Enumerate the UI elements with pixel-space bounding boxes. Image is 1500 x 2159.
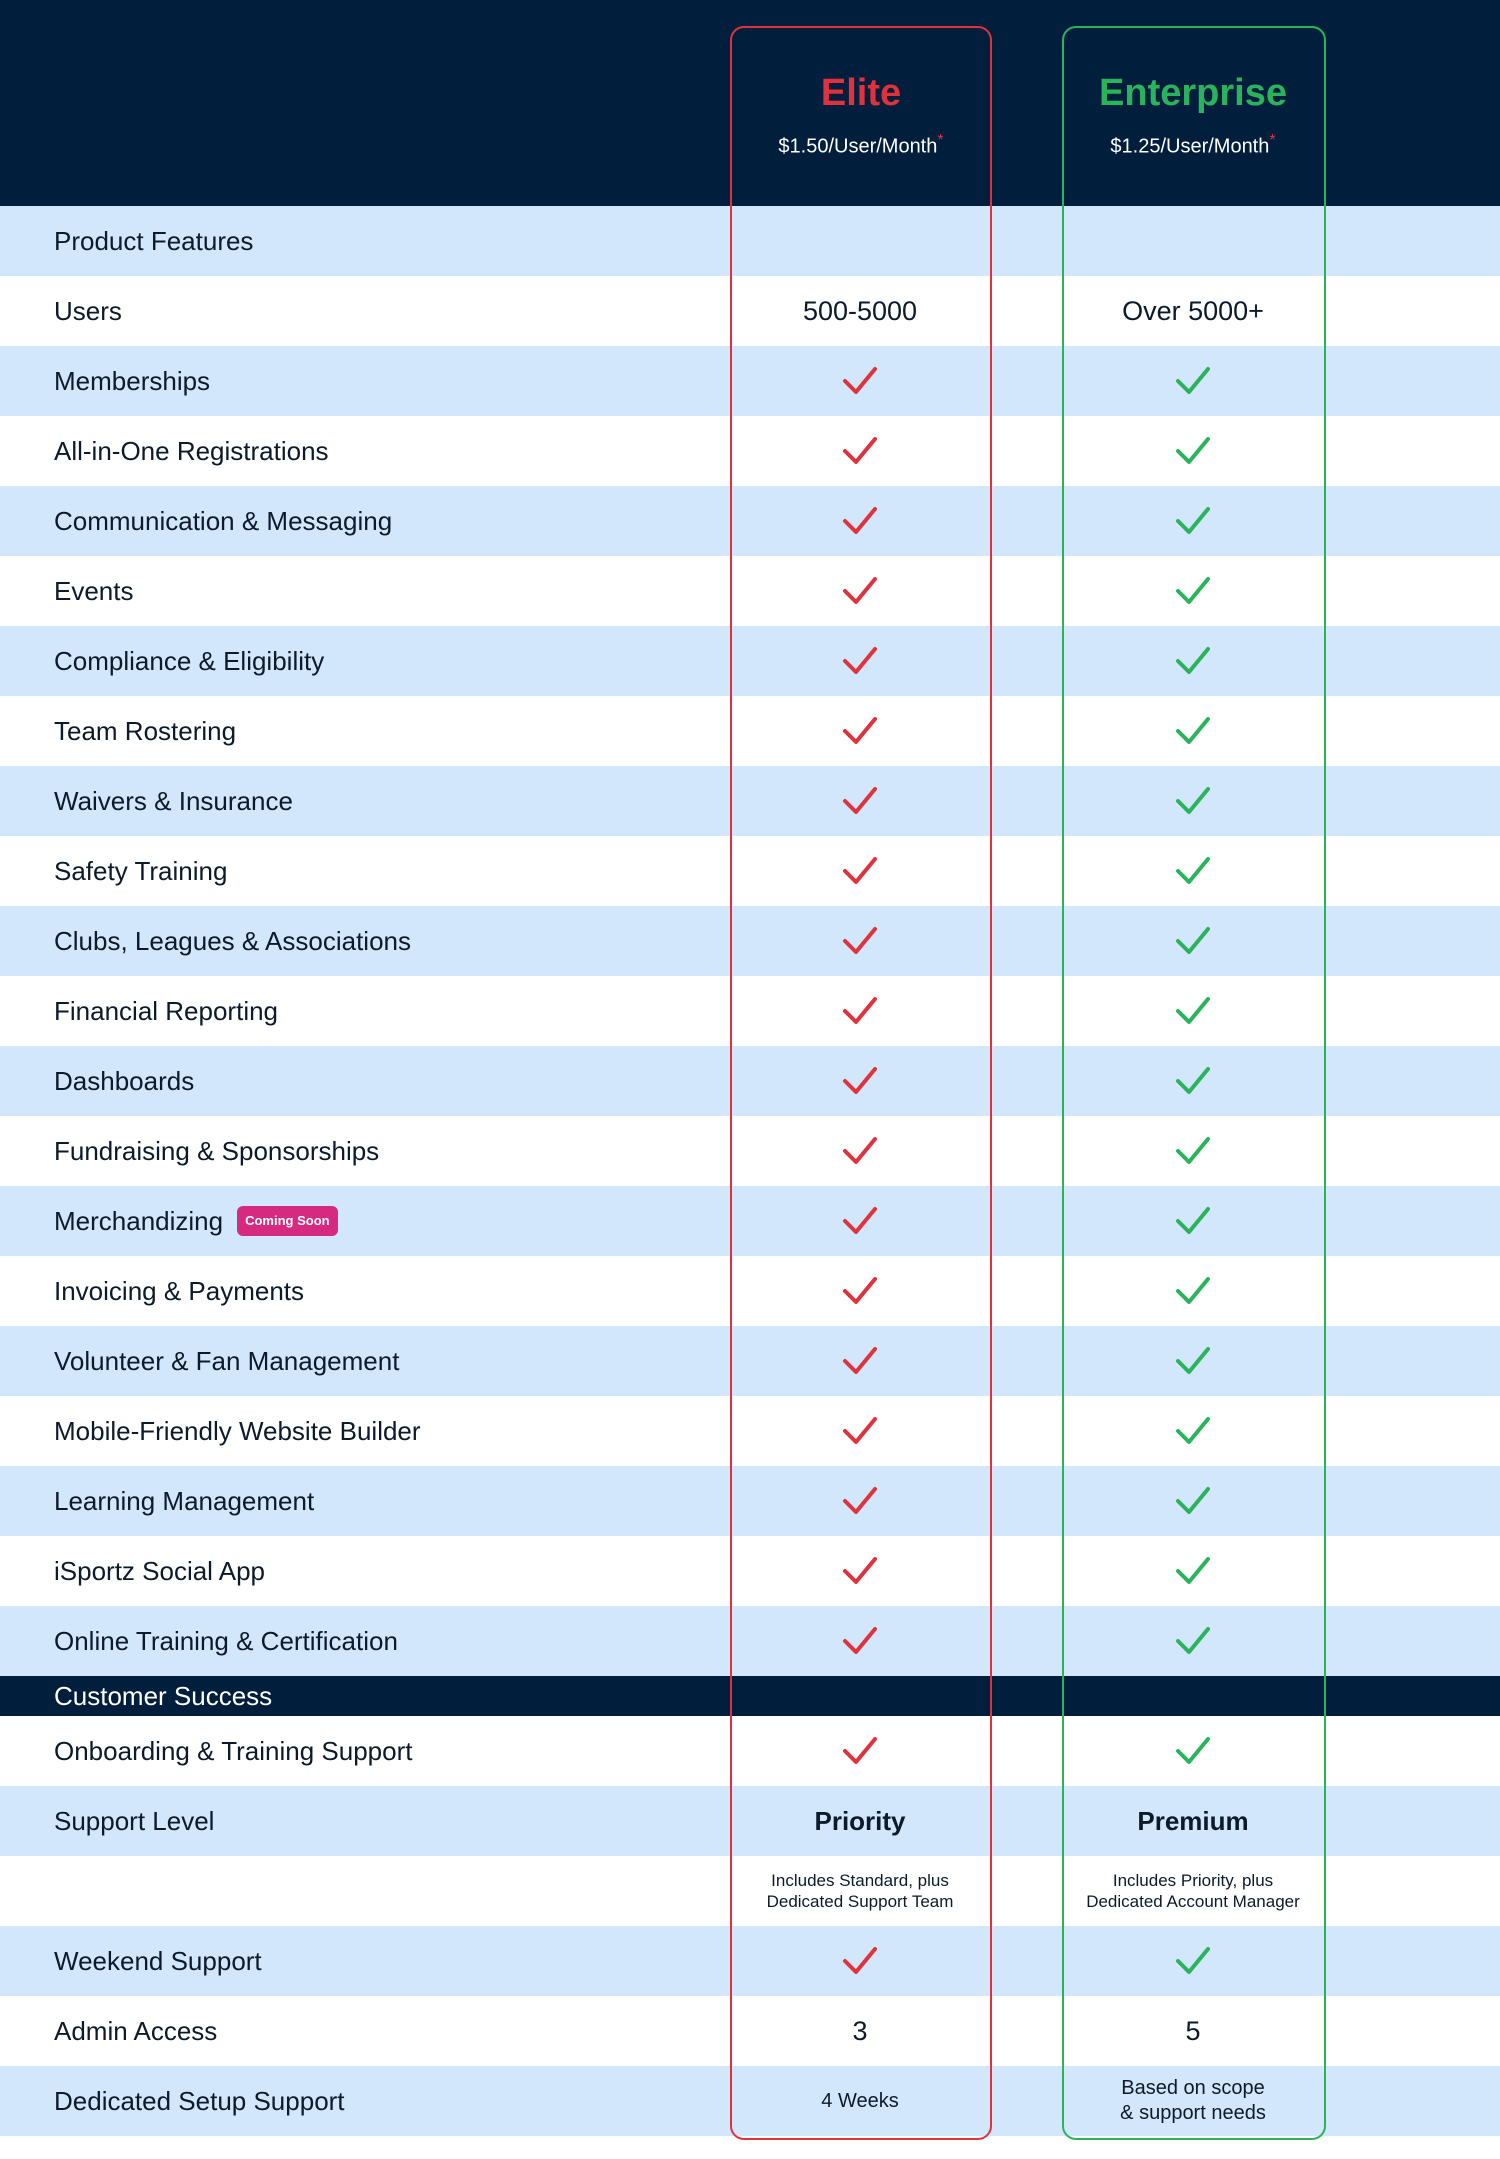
elite-support-note: Includes Standard, plus Dedicated Support Team	[766, 1871, 954, 1911]
table-row-support-level	[0, 1786, 1500, 1856]
enterprise-support-level: Premium	[1137, 1805, 1249, 1836]
enterprise-check	[1062, 1606, 1324, 1676]
checkmark-icon	[841, 1134, 879, 1168]
checkmark-icon	[1174, 1414, 1212, 1448]
section-customer-success	[0, 1676, 1500, 1716]
checkmark-icon	[841, 644, 879, 678]
table-row	[0, 766, 1500, 836]
elite-check	[730, 976, 990, 1046]
checkmark-icon	[841, 364, 879, 398]
row-label: Volunteer & Fan Management	[54, 1346, 400, 1376]
enterprise-check	[1062, 1256, 1324, 1326]
checkmark-icon	[841, 854, 879, 888]
checkmark-icon	[841, 1554, 879, 1588]
table-row-onboarding	[0, 1716, 1500, 1786]
enterprise-check	[1062, 696, 1324, 766]
checkmark-icon	[841, 1064, 879, 1098]
elite-support-level: Priority	[814, 1805, 906, 1836]
table-row	[0, 1186, 1500, 1256]
row-label: Clubs, Leagues & Associations	[54, 926, 411, 956]
enterprise-check	[1062, 766, 1324, 836]
row-label: Merchandizing Coming Soon	[54, 1186, 338, 1256]
elite-check	[730, 1116, 990, 1186]
row-label: iSportz Social App	[54, 1556, 266, 1586]
table-row	[0, 486, 1500, 556]
checkmark-icon	[841, 714, 879, 748]
checkmark-icon	[1174, 924, 1212, 958]
elite-check	[730, 1536, 990, 1606]
table-row	[0, 1466, 1500, 1536]
table-row	[0, 626, 1500, 696]
enterprise-check	[1062, 346, 1324, 416]
checkmark-icon	[1174, 504, 1212, 538]
row-label: Communication & Messaging	[54, 506, 393, 536]
checkmark-icon	[841, 504, 879, 538]
checkmark-icon	[841, 434, 879, 468]
row-label: Online Training & Certification	[54, 1626, 398, 1656]
checkmark-icon	[841, 1734, 879, 1768]
enterprise-check	[1062, 486, 1324, 556]
enterprise-check	[1062, 1716, 1324, 1786]
enterprise-check	[1062, 1466, 1324, 1536]
table-row-weekend-support	[0, 1926, 1500, 1996]
elite-users-value: 500-5000	[802, 295, 918, 326]
checkmark-icon	[1174, 1944, 1212, 1978]
enterprise-check	[1062, 1536, 1324, 1606]
enterprise-check	[1062, 1926, 1324, 1996]
row-label: All-in-One Registrations	[54, 436, 329, 466]
enterprise-check	[1062, 906, 1324, 976]
table-row	[0, 1396, 1500, 1466]
row-label: Learning Management	[54, 1486, 315, 1516]
enterprise-check	[1062, 1046, 1324, 1116]
checkmark-icon	[1174, 1344, 1212, 1378]
row-label: Dashboards	[54, 1066, 195, 1096]
plan-name-elite: Elite	[820, 72, 902, 114]
enterprise-check	[1062, 1396, 1324, 1466]
elite-check	[730, 1396, 990, 1466]
checkmark-icon	[1174, 1134, 1212, 1168]
table-row-support-notes	[0, 1856, 1500, 1926]
elite-check	[730, 1256, 990, 1326]
elite-check	[730, 836, 990, 906]
table-row	[0, 1116, 1500, 1186]
enterprise-admin-value: 5	[1185, 2015, 1201, 2046]
table-row-users	[0, 276, 1500, 346]
checkmark-icon	[841, 1274, 879, 1308]
plan-name-enterprise: Enterprise	[1099, 72, 1287, 114]
plan-price-enterprise: $1.25/User/Month*	[1110, 132, 1276, 158]
elite-check	[730, 1186, 990, 1256]
checkmark-icon	[841, 784, 879, 818]
row-label: Users	[54, 296, 122, 326]
enterprise-check	[1062, 1326, 1324, 1396]
enterprise-users-value: Over 5000+	[1122, 295, 1264, 326]
enterprise-check	[1062, 1116, 1324, 1186]
enterprise-check	[1062, 626, 1324, 696]
checkmark-icon	[841, 1624, 879, 1658]
row-label: Events	[54, 576, 134, 606]
row-label: Invoicing & Payments	[54, 1276, 305, 1306]
enterprise-check	[1062, 836, 1324, 906]
elite-check	[730, 1326, 990, 1396]
elite-check	[730, 416, 990, 486]
checkmark-icon	[1174, 1064, 1212, 1098]
section-title: Product Features	[54, 226, 254, 256]
enterprise-check	[1062, 1186, 1324, 1256]
row-label: Financial Reporting	[54, 996, 279, 1026]
row-label: Compliance & Eligibility	[54, 646, 325, 676]
section-title: Customer Success	[54, 1681, 273, 1711]
checkmark-icon	[1174, 1624, 1212, 1658]
checkmark-icon	[1174, 364, 1212, 398]
checkmark-icon	[841, 994, 879, 1028]
elite-setup-value: 4 Weeks	[821, 2089, 899, 2112]
elite-check	[730, 906, 990, 976]
checkmark-icon	[841, 924, 879, 958]
coming-soon-badge: Coming Soon	[237, 1206, 338, 1236]
checkmark-icon	[841, 1204, 879, 1238]
elite-check	[730, 626, 990, 696]
checkmark-icon	[1174, 1204, 1212, 1238]
row-label: Waivers & Insurance	[54, 786, 293, 816]
elite-check	[730, 1046, 990, 1116]
table-row	[0, 1046, 1500, 1116]
row-label: Onboarding & Training Support	[54, 1736, 413, 1766]
table-row	[0, 346, 1500, 416]
elite-check	[730, 766, 990, 836]
row-label: Support Level	[54, 1806, 215, 1836]
elite-check	[730, 1606, 990, 1676]
checkmark-icon	[1174, 1554, 1212, 1588]
checkmark-icon	[841, 1414, 879, 1448]
enterprise-check	[1062, 556, 1324, 626]
table-row	[0, 696, 1500, 766]
table-row	[0, 1256, 1500, 1326]
elite-check	[730, 1466, 990, 1536]
elite-check	[730, 696, 990, 766]
checkmark-icon	[841, 1484, 879, 1518]
table-row-admin-access	[0, 1996, 1500, 2066]
checkmark-icon	[1174, 714, 1212, 748]
elite-check	[730, 1716, 990, 1786]
row-label: Dedicated Setup Support	[54, 2086, 345, 2116]
checkmark-icon	[1174, 574, 1212, 608]
row-label: Weekend Support	[54, 1946, 262, 1976]
checkmark-icon	[841, 1344, 879, 1378]
checkmark-icon	[1174, 1734, 1212, 1768]
row-label: Memberships	[54, 366, 211, 396]
elite-admin-value: 3	[852, 2015, 868, 2046]
plan-price-elite: $1.50/User/Month*	[778, 132, 944, 158]
enterprise-check	[1062, 416, 1324, 486]
table-row	[0, 1606, 1500, 1676]
row-label: Team Rostering	[54, 716, 237, 746]
table-row	[0, 1536, 1500, 1606]
enterprise-check	[1062, 976, 1324, 1046]
checkmark-icon	[841, 574, 879, 608]
row-label: Mobile-Friendly Website Builder	[54, 1416, 421, 1446]
table-row	[0, 416, 1500, 486]
elite-check	[730, 346, 990, 416]
elite-check	[730, 486, 990, 556]
elite-check	[730, 556, 990, 626]
table-row	[0, 556, 1500, 626]
enterprise-support-note: Includes Priority, plus Dedicated Account Manager	[1086, 1871, 1300, 1911]
enterprise-setup-value: Based on scope & support needs	[1120, 2077, 1266, 2124]
section-product-features	[0, 206, 1500, 276]
row-label: Fundraising & Sponsorships	[54, 1136, 380, 1166]
checkmark-icon	[841, 1944, 879, 1978]
row-label: Safety Training	[54, 856, 228, 886]
table-row	[0, 976, 1500, 1046]
row-label: Admin Access	[54, 2016, 218, 2046]
checkmark-icon	[1174, 994, 1212, 1028]
table-row	[0, 1326, 1500, 1396]
checkmark-icon	[1174, 1274, 1212, 1308]
table-row	[0, 906, 1500, 976]
checkmark-icon	[1174, 434, 1212, 468]
checkmark-icon	[1174, 644, 1212, 678]
elite-check	[730, 1926, 990, 1996]
checkmark-icon	[1174, 854, 1212, 888]
table-row-setup-support	[0, 2066, 1500, 2136]
checkmark-icon	[1174, 784, 1212, 818]
checkmark-icon	[1174, 1484, 1212, 1518]
table-row	[0, 836, 1500, 906]
